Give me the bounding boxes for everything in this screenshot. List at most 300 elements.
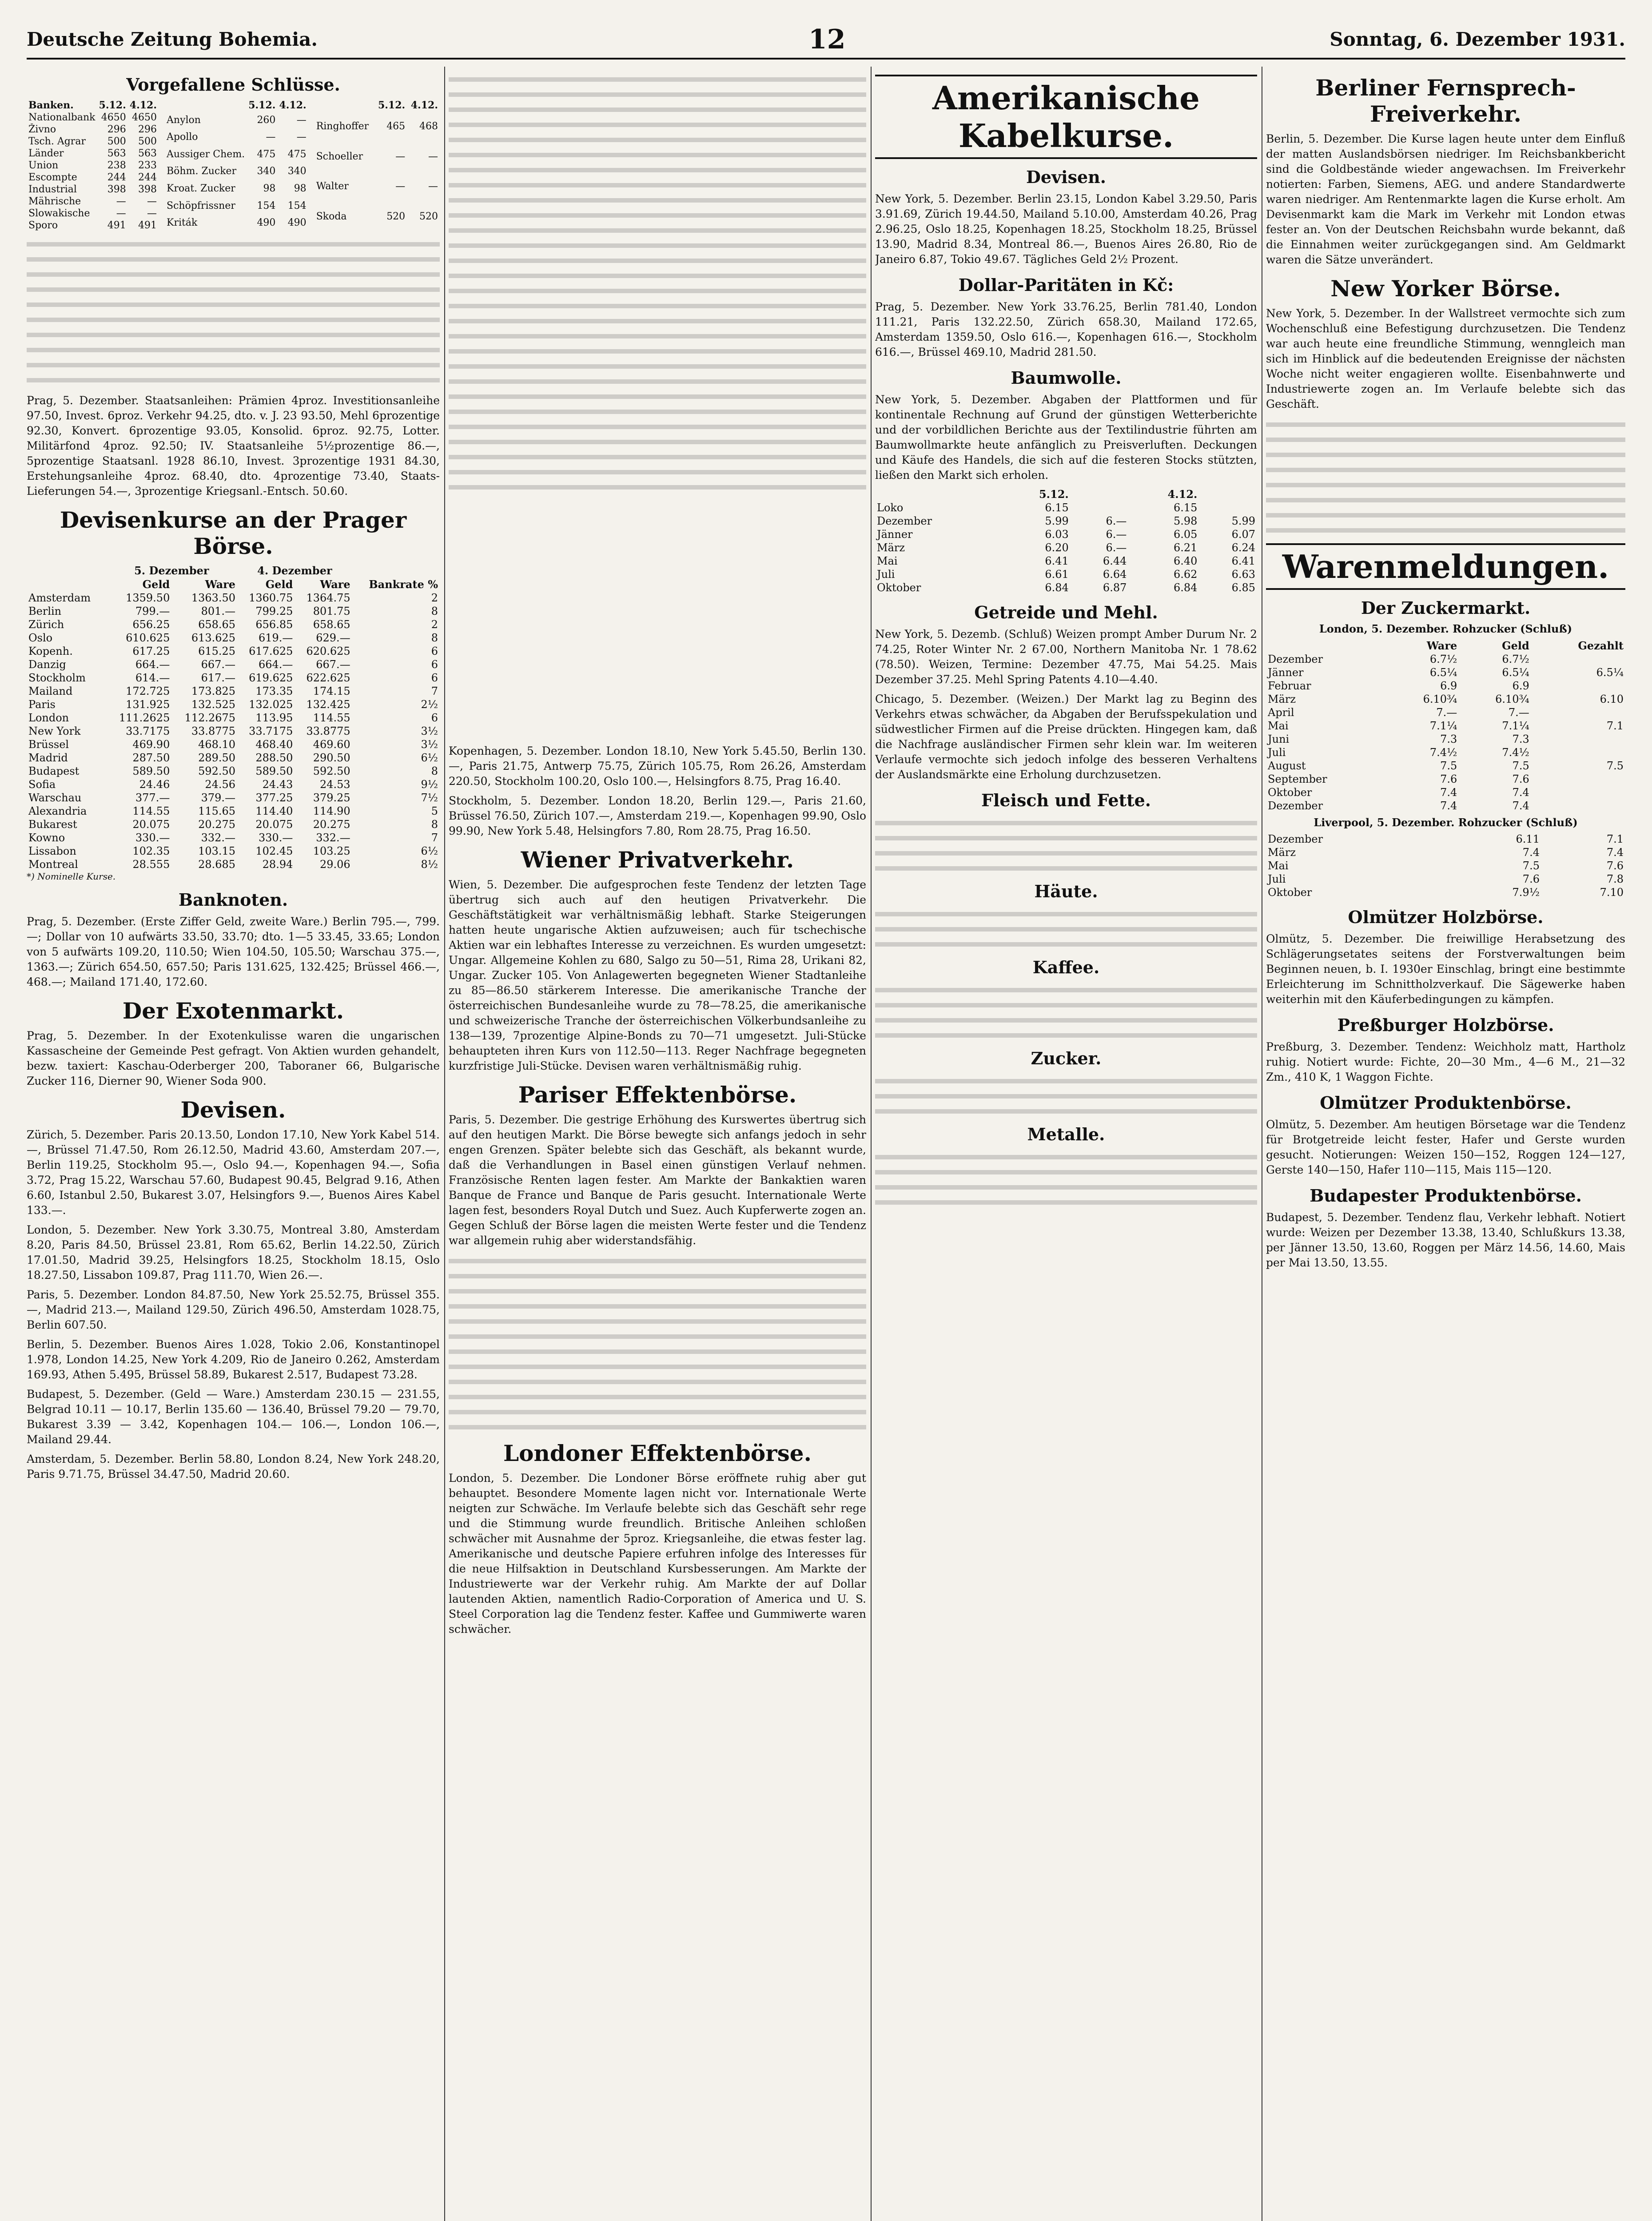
- cell-value: 24.43: [262, 778, 293, 791]
- cell-value: 244: [107, 172, 126, 183]
- currency-row: [27, 818, 440, 831]
- cell-value: 658.65: [313, 618, 350, 631]
- head-col: Bankrate %: [369, 578, 438, 591]
- masthead-bar: [27, 18, 1625, 60]
- cell-value: 7: [431, 685, 438, 697]
- london-title: Londoner Effektenbörse.: [503, 1440, 812, 1466]
- exoten-title: Der Exotenmarkt.: [122, 998, 344, 1024]
- cell-value: 490: [287, 217, 307, 229]
- fleisch-title: Fleisch und Fette.: [981, 790, 1151, 810]
- cell-value: 520: [386, 211, 406, 222]
- devisen-paragraph: Zürich, 5. Dezember. Paris 20.13.50, London 17.10, New York Kabel 514.—, Brüssel 71.47.50, Rom 26.12.50, Madrid 43.60, Amsterdam 207.—, Berlin 119.25, Stockholm 95.—, Oslo 94.—, Kopenhagen 94.—, Sofia 3.72, Prag 15.22, Warschau 57.60, Budapest 90.45, Belgrad 9.16, Athen 6.60, Istanbul 2.50, Bukarest 3.07, Helsingfors 9.—, Buenos Aires Kabel 133.—.: [27, 1128, 440, 1217]
- head-date: 4. Dezember: [257, 564, 332, 577]
- cell-value: 667.—: [316, 658, 350, 671]
- devisen-paragraph: Paris, 5. Dezember. London 84.87.50, New York 25.52.75, Brüssel 355.—, Madrid 213.—, Mailand 129.50, Zürich 496.50, Amsterdam 1028.75, Berlin 607.50.: [27, 1288, 440, 1331]
- cell-value: 801.75: [313, 605, 350, 617]
- cell-value: 500: [107, 136, 126, 147]
- cell-value: 102.45: [255, 845, 293, 857]
- newyork-title: New Yorker Börse.: [1330, 275, 1561, 302]
- sugar-row: [1266, 846, 1625, 859]
- cell-value: 6.5¼: [1429, 666, 1457, 679]
- sugar-row: [1266, 859, 1625, 872]
- table-continuation: [449, 77, 866, 744]
- cell-value: [1531, 786, 1625, 799]
- cell-value: 28.555: [132, 858, 170, 871]
- cell-value: 7.6: [1512, 773, 1529, 785]
- cell-value: 102.35: [132, 845, 170, 857]
- cell-value: 615.25: [198, 645, 236, 657]
- cell-value: 7½: [421, 792, 438, 804]
- cell-value: 98: [294, 183, 307, 195]
- cell-value: 617.25: [132, 645, 170, 657]
- row-label: Oktober: [1268, 886, 1312, 899]
- cell-value: 115.65: [198, 805, 236, 817]
- row-label: Ringhoffer: [316, 121, 369, 132]
- cell-value: 398: [138, 184, 157, 195]
- head-col: Ware: [320, 578, 350, 591]
- pressburg-text: Preßburg, 3. Dezember. Tendenz: Weichholz matt, Hartholz ruhig. Notiert wurde: Fichte, 20—30 Mm., 4—6 M., 21—32 Zm., 410 K, 1 Waggon Fichte.: [1266, 1040, 1625, 1083]
- table-head: Ware: [1426, 639, 1457, 652]
- cell-value: 33.7175: [126, 725, 170, 737]
- cell-value: 6.—: [1106, 541, 1127, 554]
- currency-row: [27, 844, 440, 858]
- sugar-row: [1266, 693, 1625, 706]
- bank-row: [27, 183, 159, 195]
- row-label: Kriták: [167, 217, 198, 229]
- cell-value: 20.075: [255, 818, 293, 831]
- cell-value: 6.63: [1231, 568, 1255, 581]
- waren-title: Warenmeldungen.: [1266, 543, 1625, 590]
- cell-value: 9½: [421, 778, 438, 791]
- nominal-note: *) Nominelle Kurse.: [27, 871, 116, 882]
- head-col: Geld: [265, 578, 293, 591]
- cell-value: 24.53: [319, 778, 350, 791]
- kaffee-title: Kaffee.: [1032, 957, 1100, 977]
- cell-value: 132.425: [306, 698, 350, 711]
- cell-value: 173.35: [255, 685, 293, 697]
- cell-value: 260: [257, 114, 276, 126]
- cell-value: 3½: [421, 738, 438, 751]
- devisen-paragraph: London, 5. Dezember. New York 3.30.75, Montreal 3.80, Amsterdam 8.20, Paris 84.50, Brüssel 23.81, Rom 65.62, Berlin 14.22.50, Zürich 17.01.50, Madrid 39.25, Helsingfors 18.25, Stockholm 18.15, Oslo 18.27.50, Lissabon 109.87, Prag 111.70, Wien 26.—.: [27, 1223, 440, 1282]
- table-head: Geld: [1502, 639, 1529, 652]
- sugar-row: [1266, 732, 1625, 746]
- amerikanische-title: Amerikanische Kabelkurse.: [875, 75, 1257, 159]
- cell-value: —: [428, 181, 438, 192]
- getreide-text: New York, 5. Dezemb. (Schluß) Weizen prompt Amber Durum Nr. 2 74.25, Roter Winter Nr. 2 67.00, Northern Manitoba Nr. 1 78.62 (78.50). Weizen, Termine: Dezember 47.75, Mai 54.25. Mais Dezember 37.25. Mehl Spring Patents 4.10—4.40.: [875, 628, 1257, 686]
- cell-value: 98: [263, 183, 276, 195]
- row-label: Montreal: [28, 858, 78, 871]
- cell-value: 113.95: [255, 712, 293, 724]
- cell-value: 20.075: [132, 818, 170, 831]
- cell-value: 7.1: [1606, 833, 1624, 845]
- cell-value: 111.2625: [119, 712, 170, 724]
- cell-value: 377.25: [255, 792, 293, 804]
- cell-value: 238: [107, 160, 126, 171]
- cell-value: 6.21: [1173, 541, 1198, 554]
- cell-value: 6.41: [1231, 555, 1255, 567]
- currency-row: [27, 698, 440, 711]
- cell-value: 6.15: [1045, 502, 1069, 514]
- cell-value: 1360.75: [249, 592, 293, 604]
- cell-value: 6.85: [1231, 581, 1255, 594]
- cell-value: 617.—: [201, 672, 236, 684]
- row-label: März: [877, 541, 905, 554]
- row-label: Mährische: [28, 196, 81, 207]
- cell-value: 799.—: [135, 605, 170, 617]
- row-label: Juli: [1268, 746, 1286, 759]
- devisen-paragraph: Berlin, 5. Dezember. Buenos Aires 1.028, Tokio 2.06, Konstantinopel 1.978, London 14.25, New York 4.209, Rio de Janeiro 0.262, Amsterdam 169.93, Athen 5.495, Brüssel 58.89, Bukarest 2.517, Budapest 73.28.: [27, 1338, 440, 1381]
- row-label: Mailand: [28, 685, 73, 697]
- row-label: September: [1268, 773, 1327, 785]
- cell-value: 7.5: [1440, 760, 1457, 772]
- cell-value: 290.50: [313, 752, 350, 764]
- sugar-row: [1266, 759, 1625, 772]
- pressburg-title: Preßburger Holzbörse.: [1337, 1015, 1554, 1035]
- cell-value: 592.50: [198, 765, 236, 777]
- cell-value: 465: [386, 121, 406, 132]
- wien-text: Wien, 5. Dezember. Die aufgesprochen feste Tendenz der letzten Tage übertrug sich auch auf den heutigen Privatverkehr. Die Geschäftstätigkeit war verhältnismäßig lebhaft. Starke Steigerungen hatten heute ungarische Aktien aufzuweisen; auch für tschechische Aktien war ein lebhaftes Interesse zu verzeichnen. Es wurden umgesetzt: Ungar. Allgemeine Kohlen zu 680, Salgo zu 50—51, Rima 28, Urikani 82, Ungar. Zucker 105. Von Anlagewerten begegneten Wiener Stadtanleihe zu 85—86.50 stärkerem Interesse. Die amerikanische Tranche der österreichischen Bundesanleihe wurde zu 78—78.25, die amerikanische und schweizerische Tranche der österreichischen Völkerbundsanleihe zu 138—139, 7prozentige Alpine-Bonds zu 70—71 umgesetzt. Juli-Stücke behaupteten ihren Kurs von 112.50—113. Reger Nachfrage begegneten kurzfristige Juli-Stücke. Devisen waren verhältnismäßig ruhig.: [449, 878, 866, 1072]
- row-label: Kowno: [28, 832, 65, 844]
- sugar-row: [1266, 832, 1625, 846]
- budapest-title: Budapester Produktenbörse.: [1310, 1186, 1582, 1206]
- row-label: Amsterdam: [28, 592, 91, 604]
- cell-value: 1359.50: [126, 592, 170, 604]
- cell-value: 28.94: [262, 858, 293, 871]
- row-label: Dezember: [1268, 800, 1323, 812]
- row-label: Madrid: [28, 752, 68, 764]
- issue-date: Sonntag, 6. Dezember 1931.: [1330, 28, 1625, 50]
- devisen-title: Devisen.: [180, 1097, 286, 1123]
- row-label: Jänner: [877, 528, 913, 541]
- row-label: Kroat. Zucker: [167, 183, 235, 195]
- cell-value: 6½: [421, 845, 438, 857]
- cell-value: [1531, 746, 1625, 759]
- produkten-text: Olmütz, 5. Dezember. Am heutigen Börsetage war die Tendenz für Brotgetreide leicht fester, Hafer und Gerste wurden gesucht. Notierungen: Weizen 150—152, Roggen 124—127, Gerste 140—150, Hafer 110—115, Mais 115—120.: [1266, 1118, 1625, 1176]
- cell-value: 288.50: [255, 752, 293, 764]
- cell-value: 6: [431, 658, 438, 671]
- cell-value: 172.725: [126, 685, 170, 697]
- row-label: New York: [28, 725, 81, 737]
- cell-value: 24.46: [139, 778, 170, 791]
- cell-value: 620.625: [306, 645, 350, 657]
- cell-value: 563: [107, 148, 126, 159]
- head-col: Ware: [205, 578, 236, 591]
- cell-value: 154: [287, 200, 307, 211]
- cell-value: 6.05: [1173, 528, 1198, 541]
- cell-value: 6: [431, 672, 438, 684]
- cell-value: 6.10: [1600, 693, 1624, 705]
- cell-value: 468: [419, 121, 438, 132]
- cell-value: 154: [257, 200, 276, 211]
- london-sugar-head: London, 5. Dezember. Rohzucker (Schluß): [1319, 622, 1572, 635]
- dollar-title: Dollar-Paritäten in Kč:: [958, 275, 1174, 295]
- cell-value: 6.87: [1103, 581, 1127, 594]
- staatsanleihen-text: Prag, 5. Dezember. Staatsanleihen: Prämien 4proz. Investitionsanleihe 97.50, Invest. 6proz. Verkehr 94.25, dto. v. J. 23 93.50, Mehl 6prozentige 92.30, Konvert. 6prozentige 93.05, Konsolid. 6proz. 92.75, Lotter. Militärfond 4proz. 92.50; IV. Staatsanleihe 5½prozentige 86.—, 5prozentige Staatsanl. 1928 86.10, Invest. 3prozentige 1931 84.30, Erstehungsanleihe 4proz. 68.40, dto. 4prozentige 73.40, Staats-Lieferungen 54.—, 3prozentige Kriegsanl.-Entsch. 50.60.: [27, 394, 440, 498]
- currency-row: [27, 671, 440, 685]
- bank-row: [27, 207, 159, 219]
- column-3: [875, 67, 1257, 2221]
- cell-value: —: [296, 114, 307, 126]
- prague-tables: [27, 99, 440, 231]
- cell-value: 6.7½: [1429, 653, 1457, 665]
- cell-value: 468.10: [198, 738, 236, 751]
- currency-row: [27, 618, 440, 631]
- newspaper-page: [27, 18, 1625, 2221]
- paris-title: Pariser Effektenbörse.: [518, 1082, 797, 1108]
- cell-value: 379.—: [201, 792, 236, 804]
- us-devisen-title: Devisen.: [1026, 167, 1107, 187]
- sugar-row: [1266, 706, 1625, 719]
- bank-row: [27, 135, 159, 147]
- cell-value: 296: [138, 124, 157, 135]
- cell-value: 6.7½: [1502, 653, 1529, 665]
- cell-value: 379.25: [313, 792, 350, 804]
- cell-value: 132.025: [249, 698, 293, 711]
- cell-value: 131.925: [126, 698, 170, 711]
- currency-row: [27, 724, 440, 738]
- row-label: Escompte: [28, 172, 77, 183]
- row-label: Oktober: [1268, 786, 1312, 799]
- sugar-row: [1266, 719, 1625, 732]
- cell-value: 469.60: [313, 738, 350, 751]
- cell-value: 6.15: [1173, 502, 1198, 514]
- currency-row: [27, 685, 440, 698]
- sugar-row: [1266, 653, 1625, 666]
- cell-value: 6½: [421, 752, 438, 764]
- row-label: Alexandria: [28, 805, 87, 817]
- row-label: Bukarest: [28, 818, 77, 831]
- cell-value: 332.—: [316, 832, 350, 844]
- row-label: Sporo: [28, 220, 58, 231]
- cell-value: —: [428, 151, 438, 162]
- cotton-row: [875, 581, 1257, 594]
- cell-value: 589.50: [255, 765, 293, 777]
- head-date: 5. Dezember: [134, 564, 209, 577]
- paris-text: Paris, 5. Dezember. Die gestrige Erhöhung des Kurswertes übertrug sich auf den heutigen Markt. Die Börse bewegte sich anfangs jedoch in sehr engen Grenzen. Später belebte sich das Geschäft, als bekannt wurde, daß die Verhandlungen in Basel einen günstigen Verlauf nehmen. Französische Renten lagen fester. Am Markte der Bankaktien waren Banque de France und Banque de Paris gesucht. Internationale Werte lagen fest, besonders Royal Dutch und Suez. Auch Kupferwerte zogen an. Gegen Schluß der Börse lagen die meisten Werte fester und die Tendenz war allgemein ruhig aber widerstandsfähig.: [449, 1113, 866, 1247]
- cell-value: 289.50: [198, 752, 236, 764]
- cell-value: 619.625: [249, 672, 293, 684]
- cell-value: —: [296, 131, 307, 143]
- zuckermarkt-title: Der Zuckermarkt.: [1361, 598, 1531, 618]
- cell-value: 398: [107, 184, 126, 195]
- cell-value: 7: [431, 832, 438, 844]
- stock-row: [165, 111, 308, 129]
- baumwolle-table: [875, 487, 1257, 594]
- row-label: Union: [28, 160, 59, 171]
- cell-value: 2½: [421, 698, 438, 711]
- devisen-paragraph: Budapest, 5. Dezember. (Geld — Ware.) Amsterdam 230.15 — 231.55, Belgrad 10.11 — 10.17, Berlin 135.60 — 136.40, Brüssel 79.20 — 79.70, Bukarest 3.39 — 3.42, Kopenhagen 104.— 106.—, London 106.—, Mailand 29.44.: [27, 1388, 440, 1446]
- sugar-row: [1266, 746, 1625, 759]
- industry-table: [165, 99, 308, 231]
- cell-value: 3½: [421, 725, 438, 737]
- cell-value: 7.4: [1440, 786, 1457, 799]
- cell-value: 8½: [421, 858, 438, 871]
- cell-value: 664.—: [135, 658, 170, 671]
- page-number: 12: [808, 24, 846, 55]
- currency-row: [27, 858, 440, 871]
- cell-value: 610.625: [126, 632, 170, 644]
- row-label: Walter: [316, 181, 349, 192]
- stock-row: [165, 197, 308, 215]
- row-label: Dezember: [877, 515, 932, 527]
- sugar-row: [1266, 799, 1625, 812]
- cell-value: 332.—: [201, 832, 236, 844]
- row-label: Jänner: [1268, 666, 1304, 679]
- cell-value: 8: [431, 818, 438, 831]
- cell-value: 801.—: [201, 605, 236, 617]
- cell-value: 6.9: [1512, 680, 1529, 692]
- cell-value: 174.15: [313, 685, 350, 697]
- cell-value: 1364.75: [306, 592, 350, 604]
- cell-value: 6.61: [1045, 568, 1069, 581]
- cell-value: 173.825: [191, 685, 236, 697]
- cell-value: 7.4: [1512, 786, 1529, 799]
- liverpool-head: Liverpool, 5. Dezember. Rohzucker (Schluß): [1314, 816, 1578, 829]
- cell-value: 2: [431, 592, 438, 604]
- us-devisen-text: New York, 5. Dezember. Berlin 23.15, London Kabel 3.29.50, Paris 3.91.69, Zürich 19.44.50, Mailand 5.10.00, Amsterdam 40.26, Prag 2.96.25, Oslo 18.25, Kopenhagen 18.25, Stockholm 18.25, Brüssel 13.90, Madrid 8.34, Montreal 86.—, Buenos Aires 26.80, Rio de Janeiro 6.87, Tokio 49.67. Tägliches Geld 2½ Prozent.: [875, 192, 1257, 266]
- cotton-row: [875, 528, 1257, 541]
- bank-row: [27, 111, 159, 123]
- cell-value: 20.275: [313, 818, 350, 831]
- row-label: Zürich: [28, 618, 64, 631]
- row-label: März: [1268, 846, 1296, 859]
- bank-row: [27, 171, 159, 183]
- row-label: Warschau: [28, 792, 82, 804]
- stock-row: [165, 129, 308, 146]
- stock-row: [314, 171, 440, 202]
- bank-row: [27, 219, 159, 231]
- cell-value: 132.525: [191, 698, 236, 711]
- cell-value: 589.50: [132, 765, 170, 777]
- banks-title: Banken.: [28, 100, 74, 111]
- cell-value: 33.7175: [249, 725, 293, 737]
- cell-value: 6.24: [1231, 541, 1255, 554]
- cell-value: 658.65: [198, 618, 236, 631]
- cell-value: —: [116, 196, 126, 207]
- row-label: Mai: [877, 555, 898, 567]
- row-label: Juni: [1268, 733, 1290, 745]
- cell-value: —: [395, 151, 406, 162]
- cotton-row: [875, 501, 1257, 514]
- dollar-text: Prag, 5. Dezember. New York 33.76.25, Berlin 781.40, London 111.21, Paris 132.22.50, Zürich 658.30, Mailand 172.65, Amsterdam 1359.50, Oslo 616.—, Kopenhagen 616.—, Stockholm 616.—, Brüssel 469.10, Madrid 281.50.: [875, 300, 1257, 358]
- cell-value: 6.62: [1173, 568, 1198, 581]
- row-label: Dezember: [1268, 833, 1323, 845]
- cell-value: 7.—: [1436, 706, 1457, 719]
- stock-row: [314, 142, 440, 172]
- cell-value: [1531, 653, 1625, 666]
- cell-value: 296: [107, 124, 126, 135]
- cell-value: 475: [257, 148, 276, 160]
- row-label: Dezember: [1268, 653, 1323, 665]
- cell-value: 8: [431, 632, 438, 644]
- stockholm-text: Stockholm, 5. Dezember. London 18.20, Berlin 129.—, Paris 21.60, Brüssel 76.50, Zürich 107.—, Amsterdam 219.—, Kopenhagen 99.90, Oslo 99.90, New York 5.48, Helsingfors 7.80, Rom 28.75, Prag 16.50.: [449, 794, 866, 837]
- cell-value: 6: [431, 645, 438, 657]
- cell-value: 114.40: [255, 805, 293, 817]
- row-label: Böhm. Zucker: [167, 166, 237, 177]
- bank-row: [27, 123, 159, 135]
- cell-value: 24.56: [205, 778, 236, 791]
- row-label: Lissabon: [28, 845, 76, 857]
- banknoten-title: Banknoten.: [178, 890, 288, 910]
- cell-value: 7.9½: [1512, 886, 1540, 899]
- row-label: Länder: [28, 148, 64, 159]
- cell-value: 33.8775: [191, 725, 236, 737]
- cell-value: 6.03: [1045, 528, 1069, 541]
- cell-value: [1199, 501, 1257, 514]
- cell-value: 656.85: [255, 618, 293, 631]
- london-sugar-table: [1266, 639, 1625, 812]
- row-label: Aussiger Chem.: [167, 148, 245, 160]
- cell-value: 7.3: [1512, 733, 1529, 745]
- cell-value: 7.3: [1440, 733, 1457, 745]
- berliner-title: Berliner Fernsprech-Freiverkehr.: [1315, 75, 1576, 127]
- cell-value: 520: [419, 211, 438, 222]
- baumwolle-text: New York, 5. Dezember. Abgaben der Plattformen und für kontinentale Rechnung auf Grund der günstigen Wetterberichte und der vorbildlichen Berichte aus der Textilindustrie führten am Baumwollmarkte heute anfänglich zu Preisverluften. Deckungen und Käufe des Handels, die sich auf die festeren Stocks stützten, ließen den Markt sich erholen.: [875, 393, 1257, 482]
- cell-value: 330.—: [258, 832, 293, 844]
- bank-row: [27, 147, 159, 159]
- cell-value: 6.84: [1045, 581, 1069, 594]
- berliner-text: Berlin, 5. Dezember. Die Kurse lagen heute unter dem Einfluß der matten Auslandsbörsen niedriger. Im Reichsbankbericht sind die Goldbestände wieder angewachsen. Im Freiverkehr notierten: Farben, Siemens, AEG. und andere Standardwerte waren niedriger. Am Rentenmarkte lagen die Kurse erholt. Am Devisenmarkt kam die Mark im Verkehr mit London etwas fester an. Von der Deutschen Reichsbahn wurde bekannt, daß die Einnahmen weiter zurückgegangen sind. Am Geldmarkt waren die Sätze unverändert.: [1266, 132, 1625, 266]
- date-col: 5.12.: [248, 100, 276, 111]
- cell-value: 6.40: [1173, 555, 1198, 567]
- row-label: Mai: [1268, 720, 1289, 732]
- cell-value: 103.15: [198, 845, 236, 857]
- cell-value: 114.55: [313, 712, 350, 724]
- cell-value: [1531, 799, 1625, 812]
- cell-value: 330.—: [135, 832, 170, 844]
- cell-value: [1071, 501, 1129, 514]
- cell-value: 617.625: [249, 645, 293, 657]
- sugar-row: [1266, 666, 1625, 679]
- column-1: [27, 67, 440, 2221]
- cell-value: —: [395, 181, 406, 192]
- wien-title: Wiener Privatverkehr.: [521, 847, 794, 873]
- cell-value: 7.5: [1606, 760, 1624, 772]
- cell-value: 6.20: [1045, 541, 1069, 554]
- cell-value: 29.06: [319, 858, 350, 871]
- cell-value: 4650: [101, 112, 126, 123]
- row-label: Loko: [877, 502, 904, 514]
- cell-value: 6.10¾: [1423, 693, 1457, 705]
- bank-row: [27, 195, 159, 207]
- cell-value: 340: [257, 166, 276, 177]
- row-label: Oktober: [877, 581, 921, 594]
- cell-value: 6.5¼: [1502, 666, 1529, 679]
- devisenkurse-title: Devisenkurse an der Prager Börse.: [60, 507, 407, 559]
- budapest-text: Budapest, 5. Dezember. Tendenz flau, Verkehr lebhaft. Notiert wurde: Weizen per Dezember 13.38, 13.40, Schlußkurs 13.38, per Jänner 13.50, 13.60, Roggen per März 14.56, 14.60, Mais per Mai 13.50, 13.55.: [1266, 1211, 1625, 1269]
- currency-row: [27, 645, 440, 658]
- row-label: Schoeller: [316, 151, 363, 162]
- bank-row: [27, 159, 159, 171]
- date-col: 5.12.: [99, 100, 126, 111]
- cotton-row: [875, 554, 1257, 568]
- cell-value: 622.625: [306, 672, 350, 684]
- haeute-title: Häute.: [1034, 881, 1098, 901]
- stock-row: [314, 111, 440, 142]
- row-label: Brüssel: [28, 738, 69, 751]
- masthead-title: Deutsche Zeitung Bohemia.: [27, 28, 318, 50]
- row-label: Oslo: [28, 632, 53, 644]
- cell-value: 114.55: [132, 805, 170, 817]
- metalle-title: Metalle.: [1027, 1124, 1105, 1144]
- row-label: März: [1268, 693, 1296, 705]
- right-table: [314, 99, 440, 231]
- cell-value: [1531, 732, 1625, 746]
- cell-value: 7.6: [1522, 873, 1540, 885]
- cell-value: 475: [287, 148, 307, 160]
- stock-row: [165, 180, 308, 197]
- cell-value: 7.4: [1522, 846, 1540, 859]
